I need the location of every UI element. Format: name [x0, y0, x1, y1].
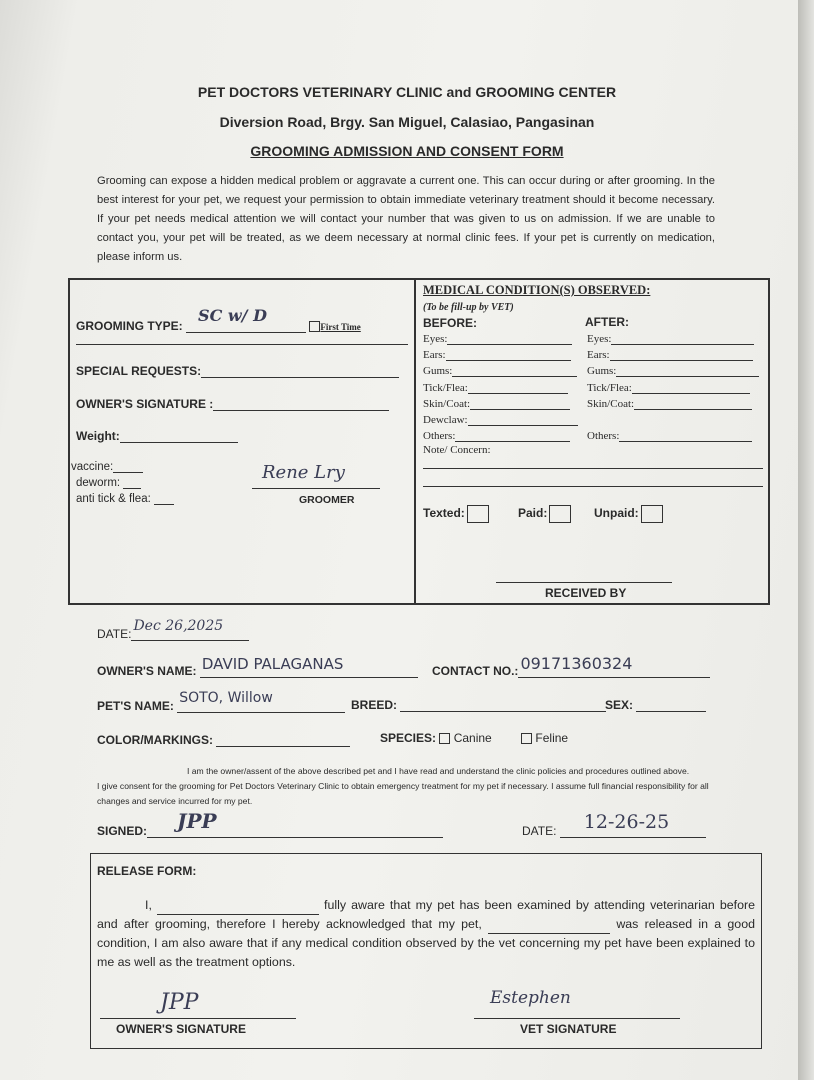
after-field[interactable] — [587, 349, 753, 361]
contact-field[interactable] — [432, 654, 710, 678]
owner-signature-label: OWNER'S SIGNATURE : — [76, 397, 214, 411]
after-field[interactable] — [587, 333, 754, 345]
after-field-label: Eyes: — [587, 333, 612, 345]
deworm-label: deworm: — [76, 477, 121, 489]
special-requests-field[interactable] — [76, 364, 399, 378]
after-field-label: Ears: — [587, 349, 610, 362]
date-field[interactable] — [97, 618, 249, 641]
feline-label: Feline — [535, 731, 569, 745]
consent-text — [97, 764, 717, 809]
pet-name-field[interactable] — [97, 690, 345, 713]
feline-checkbox[interactable] — [521, 733, 532, 744]
before-field[interactable] — [423, 414, 578, 426]
after-field[interactable] — [587, 430, 752, 442]
sex-label: SEX: — [605, 698, 634, 712]
sex-field[interactable] — [605, 698, 706, 712]
after-field-label: Others: — [587, 430, 620, 443]
release-text-3: was released in a good condition, I am also aware that if any medical condition observed by the vet concerning my pet have been explained to me as well as the treatment options. — [97, 917, 755, 969]
special-requests-label: SPECIAL REQUESTS: — [76, 364, 202, 378]
after-field[interactable] — [587, 365, 759, 377]
contact-label: CONTACT NO.: — [432, 664, 519, 678]
paid-checkbox[interactable] — [549, 505, 571, 523]
consent-date-field[interactable] — [522, 811, 706, 838]
first-time-checkbox[interactable] — [309, 321, 320, 332]
consent-date-label: DATE: — [522, 824, 557, 838]
anti-tick-label: anti tick & flea: — [76, 493, 151, 505]
grooming-type-field[interactable] — [76, 306, 361, 333]
before-field-label: Skin/Coat: — [423, 397, 471, 410]
owner-name-label: OWNER'S NAME: — [97, 664, 197, 678]
anti-tick-field[interactable] — [76, 493, 174, 505]
received-by-label: RECEIVED BY — [545, 586, 627, 600]
unpaid-label: Unpaid: — [594, 506, 639, 521]
color-markings-field[interactable] — [97, 733, 350, 747]
breed-field[interactable] — [351, 698, 606, 712]
owner-signature-line — [100, 1018, 296, 1019]
release-title: RELEASE FORM: — [97, 864, 197, 878]
color-markings-label: COLOR/MARKINGS: — [97, 733, 213, 747]
after-field-label: Skin/Coat: — [587, 397, 635, 410]
vaccine-field[interactable] — [71, 461, 143, 473]
signed-label: SIGNED: — [97, 824, 148, 838]
texted-label: Texted: — [423, 506, 465, 521]
breed-label: BREED: — [351, 698, 398, 712]
weight-field[interactable] — [76, 429, 238, 443]
medical-title: MEDICAL CONDITION(S) OBSERVED: — [423, 283, 651, 297]
before-heading: BEFORE: — [423, 316, 477, 330]
signed-field[interactable] — [97, 809, 443, 838]
before-field-label: Dewclaw: — [423, 414, 468, 426]
canine-label: Canine — [453, 731, 492, 745]
consent-line-1: I am the owner/assent of the above described pet and I have read and understand the clinic policies and procedures outlined above. — [187, 766, 690, 776]
species-label: SPECIES: — [380, 731, 437, 745]
before-field-label: Others: — [423, 430, 456, 443]
clinic-address: Diversion Road, Brgy. San Miguel, Calasiao, Pangasinan — [219, 114, 595, 130]
before-field[interactable] — [423, 398, 570, 410]
texted-checkbox[interactable] — [467, 505, 489, 523]
groomer-line — [252, 488, 380, 489]
unpaid-checkbox[interactable] — [641, 505, 663, 523]
vet-signature-line — [474, 1018, 680, 1019]
intro-paragraph: Grooming can expose a hidden medical problem or aggravate a current one. This can occur during or after grooming. In the best interest for your pet, we request your permission to obtain immediate veterinary treatment should it become necessary. If your pet needs medical attention we will contact your number that was given to us on admission. If we are unable to contact you, your pet will be treated, as we deem necessary at normal clinic fees. If your pet is currently on medication, please inform us. — [97, 175, 715, 263]
after-field-label: Tick/Flea: — [587, 381, 632, 394]
consent-line-2: I give consent for the grooming for Pet Doctors Veterinary Clinic to obtain emergency treatment for my pet if necessary. I assume full financial responsibility for all changes and service incurred for my pet. — [97, 781, 709, 806]
after-field[interactable] — [587, 382, 750, 394]
paid-label: Paid: — [518, 506, 548, 521]
grooming-type-value: SC w/ D — [198, 306, 267, 325]
owner-name-field[interactable] — [97, 655, 418, 678]
before-field[interactable] — [423, 333, 572, 345]
grooming-type-label: GROOMING TYPE: — [76, 319, 183, 333]
clinic-name: PET DOCTORS VETERINARY CLINIC and GROOMING CENTER — [197, 84, 617, 100]
note-concern-label: Note/ Concern: — [423, 444, 491, 456]
before-field-label: Ears: — [423, 349, 446, 362]
texted-checkbox-field[interactable] — [423, 505, 489, 523]
weight-label: Weight: — [76, 429, 120, 443]
date-value: Dec 26,2025 — [133, 618, 224, 634]
release-text — [97, 896, 755, 972]
after-field-label: Gums: — [587, 365, 617, 378]
before-field[interactable] — [423, 365, 577, 377]
owner-name-blank[interactable] — [157, 902, 319, 915]
release-text-1: I, — [145, 898, 152, 912]
concern-line-1[interactable] — [423, 468, 763, 469]
contact-value: 09171360324 — [520, 654, 633, 673]
after-field[interactable] — [587, 398, 752, 410]
form-title: GROOMING ADMISSION AND CONSENT FORM — [250, 143, 564, 159]
owner-name-value: DAVID PALAGANAS — [201, 655, 344, 673]
consent-date-value: 12-26-25 — [583, 811, 670, 833]
received-by-line — [496, 582, 672, 583]
pet-name-blank[interactable] — [488, 921, 610, 934]
deworm-field[interactable] — [76, 477, 141, 489]
pet-name-label: PET'S NAME: — [97, 699, 174, 713]
pet-name-value: SOTO, Willow — [179, 690, 273, 706]
groomer-label: GROOMER — [299, 494, 355, 506]
paper-edge — [798, 0, 814, 1080]
unpaid-checkbox-field[interactable] — [594, 505, 663, 523]
species-field — [380, 731, 568, 745]
canine-checkbox[interactable] — [439, 733, 450, 744]
release-text-2: fully aware that my pet has been examined by attending veterinarian before and after grooming, therefore I hereby acknowledged that my pet, — [97, 898, 755, 931]
before-field[interactable] — [423, 382, 568, 394]
medical-note: (To be fill-up by VET) — [423, 302, 514, 313]
after-heading: AFTER: — [585, 315, 629, 329]
vet-signature-label: VET SIGNATURE — [520, 1022, 617, 1036]
release-owner-signature: JPP — [160, 990, 199, 1015]
paid-checkbox-field[interactable] — [518, 505, 571, 523]
before-field-label: Gums: — [423, 365, 453, 378]
first-time-label: First Time — [320, 322, 361, 332]
groomer-signature: Rene Lry — [262, 462, 345, 483]
before-field-label: Tick/Flea: — [423, 381, 468, 394]
grooming-type-line-2 — [76, 344, 408, 345]
date-label: DATE: — [97, 627, 132, 641]
vaccine-label: vaccine: — [71, 461, 114, 473]
owner-signature-label: OWNER'S SIGNATURE — [116, 1022, 246, 1036]
owner-signature-drawing: JPP — [177, 809, 217, 833]
concern-line-2[interactable] — [423, 486, 763, 487]
owner-signature-field[interactable] — [76, 397, 389, 411]
before-field[interactable] — [423, 349, 571, 361]
before-field[interactable] — [423, 430, 570, 442]
vet-signature: Estephen — [490, 988, 571, 1008]
box-divider — [414, 278, 416, 605]
before-field-label: Eyes: — [423, 333, 448, 345]
